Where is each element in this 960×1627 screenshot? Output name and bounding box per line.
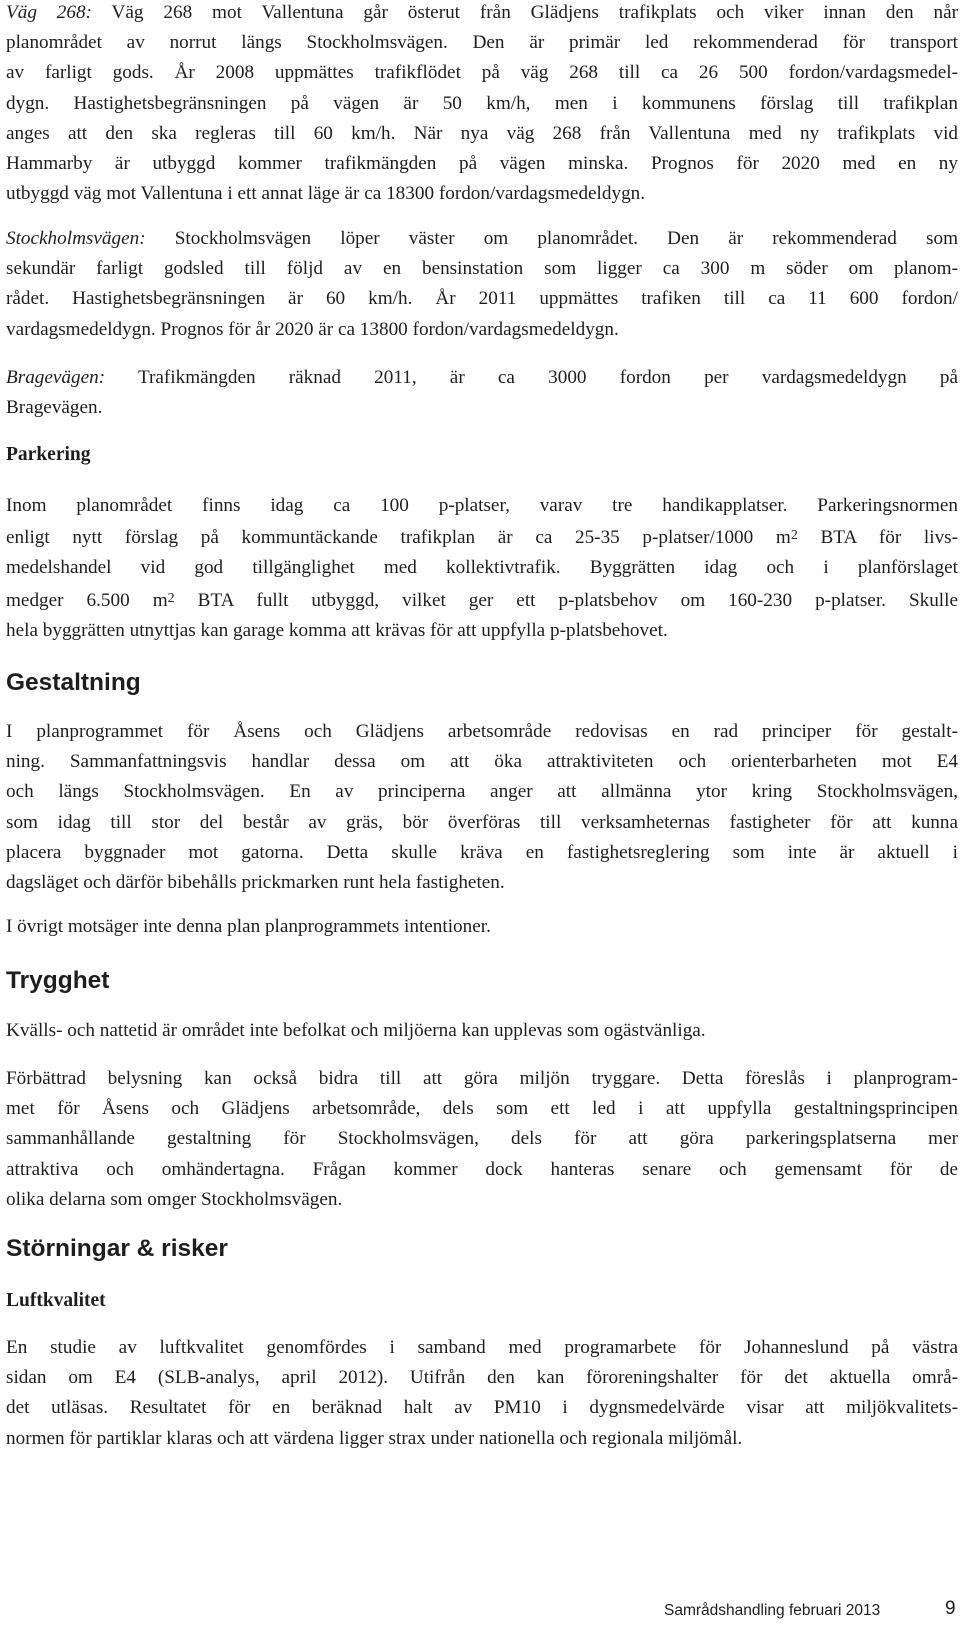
road-label: Väg 268: <box>6 2 92 23</box>
line: I övrigt motsäger inte denna plan planprogrammets intentioner. <box>6 916 491 937</box>
line: dagsläget och därför bibehålls prickmarken runt hela fastigheten. <box>6 872 505 894</box>
line: I planprogrammet för Åsens och Glädjens arbetsområde redovisas en rad principer för gestalt- <box>6 721 958 742</box>
line: met för Åsens och Glädjens arbetsområde, dels som ett led i att uppfylla gestaltningsprincipen <box>6 1098 958 1120</box>
line: dygn. Hastighetsbegränsningen på vägen är 50 km/h, men i kommunens förslag till trafikplan <box>6 92 958 114</box>
line: som idag till stor del består av gräs, bör överföras till verksamheternas fastigheter för att kunna <box>6 811 958 833</box>
line: planområdet av norrut längs Stockholmsvägen. Den är primär led rekommenderad för transport <box>6 32 958 54</box>
paragraph-vag-268 <box>6 0 958 209</box>
heading-trygghet: Trygghet <box>6 967 110 994</box>
line: Bragevägen. <box>6 397 103 419</box>
road-label: Stockholmsvägen: <box>6 228 146 249</box>
line: ning. Sammanfattningsvis handlar dessa om att öka attraktiviteten och orienterbarheten mot E4 <box>6 751 958 773</box>
line: hela byggrätten utnyttjas kan garage komma att krävas för att uppfylla p-platsbehovet. <box>6 619 668 641</box>
line: Väg 268: Väg 268 mot Vallentuna går österut från Glädjens trafikplats och viker innan den når <box>6 2 958 23</box>
line: anges att den ska regleras till 60 km/h. När nya väg 268 från Vallentuna med ny trafikplats vid <box>6 122 958 144</box>
line: Förbättrad belysning kan också bidra till att göra miljön tryggare. Detta föreslås i planprogram- <box>6 1068 958 1089</box>
paragraph-parkering <box>6 491 958 646</box>
line: sekundär farligt godsled till följd av en bensinstation som ligger ca 300 m söder om planom- <box>6 258 958 280</box>
paragraph-trygghet-2 <box>6 1064 958 1215</box>
paragraph-gestaltning <box>6 717 958 898</box>
paragraph-bragevagen <box>6 363 958 423</box>
line: vardagsmedeldygn. Prognos för år 2020 är ca 13800 fordon/vardagsmedeldygn. <box>6 318 619 340</box>
line: olika delarna som omger Stockholmsvägen. <box>6 1188 343 1210</box>
line: utbyggd väg mot Vallentuna i ett annat läge är ca 18300 fordon/vardagsmedeldygn. <box>6 183 646 205</box>
line: Inom planområdet finns idag ca 100 p-platser, varav tre handikapplatser. Parkeringsnormen <box>6 495 958 516</box>
line: av farligt gods. År 2008 uppmättes trafikflödet på väg 268 till ca 26 500 fordon/vardagsmedel- <box>6 62 958 84</box>
heading-parkering: Parkering <box>6 444 91 465</box>
page-number: 9 <box>945 1598 956 1619</box>
heading-storningar-risker: Störningar & risker <box>6 1235 228 1262</box>
line: medger 6.500 $m^2$ BTA fullt utbyggd, vilket ger ett p-platsbehov om 160-230 p-platser. Skulle <box>6 589 958 611</box>
line: placera byggnader mot gatorna. Detta skulle kräva en fastighetsreglering som inte är aktuell i <box>6 841 958 863</box>
line: attraktiva och omhändertagna. Frågan kommer dock hanteras senare och gemensamt för de <box>6 1158 958 1180</box>
line: normen för partiklar klaras och att värdena ligger strax under nationella och regionala miljömål. <box>6 1427 743 1449</box>
line: En studie av luftkvalitet genomfördes i samband med programarbete för Johanneslund på västra <box>6 1337 958 1358</box>
line: rådet. Hastighetsbegränsningen är 60 km/h. År 2011 uppmättes trafiken till ca 11 600 fordon/ <box>6 288 958 310</box>
line: sammanhållande gestaltning för Stockholmsvägen, dels för att göra parkeringsplatserna mer <box>6 1128 958 1150</box>
line: Stockholmsvägen: Stockholmsvägen löper väster om planområdet. Den är rekommenderad som <box>6 228 958 249</box>
road-label: Bragevägen: <box>6 367 106 388</box>
paragraph-trygghet-1 <box>6 1016 958 1046</box>
line: Bragevägen: Trafikmängden räknad 2011, är ca 3000 fordon per vardagsmedeldygn på <box>6 367 958 388</box>
footer-title: Samrådshandling februari 2013 <box>664 1602 881 1619</box>
line: Kvälls- och nattetid är området inte befolkat och miljöerna kan upplevas som ogästvänliga. <box>6 1020 706 1041</box>
line: sidan om E4 (SLB-analys, april 2012). Utifrån den kan föroreningshalter för det aktuella områ- <box>6 1367 958 1389</box>
paragraph-gestaltning-2 <box>6 912 958 942</box>
heading-luftkvalitet: Luftkvalitet <box>6 1290 106 1311</box>
line: enligt nytt förslag på kommuntäckande trafikplan är ca 25-35 p-platser/1000 $m^2$ BTA för livs- <box>6 527 959 549</box>
line: det utläsas. Resultatet för en beräknad halt av PM10 i dygnsmedelvärde visar att miljökvalitets- <box>6 1397 958 1419</box>
paragraph-stockholmsvagen <box>6 224 958 345</box>
paragraph-luftkvalitet <box>6 1333 958 1454</box>
line: och längs Stockholmsvägen. En av principerna anger att allmänna ytor kring Stockholmsvägen, <box>6 781 958 803</box>
line: medelshandel vid god tillgänglighet med kollektivtrafik. Byggrätten idag och i planförslaget <box>6 557 958 579</box>
heading-gestaltning: Gestaltning <box>6 669 141 696</box>
line: Hammarby är utbyggd kommer trafikmängden på vägen minska. Prognos för 2020 med en ny <box>6 153 958 175</box>
